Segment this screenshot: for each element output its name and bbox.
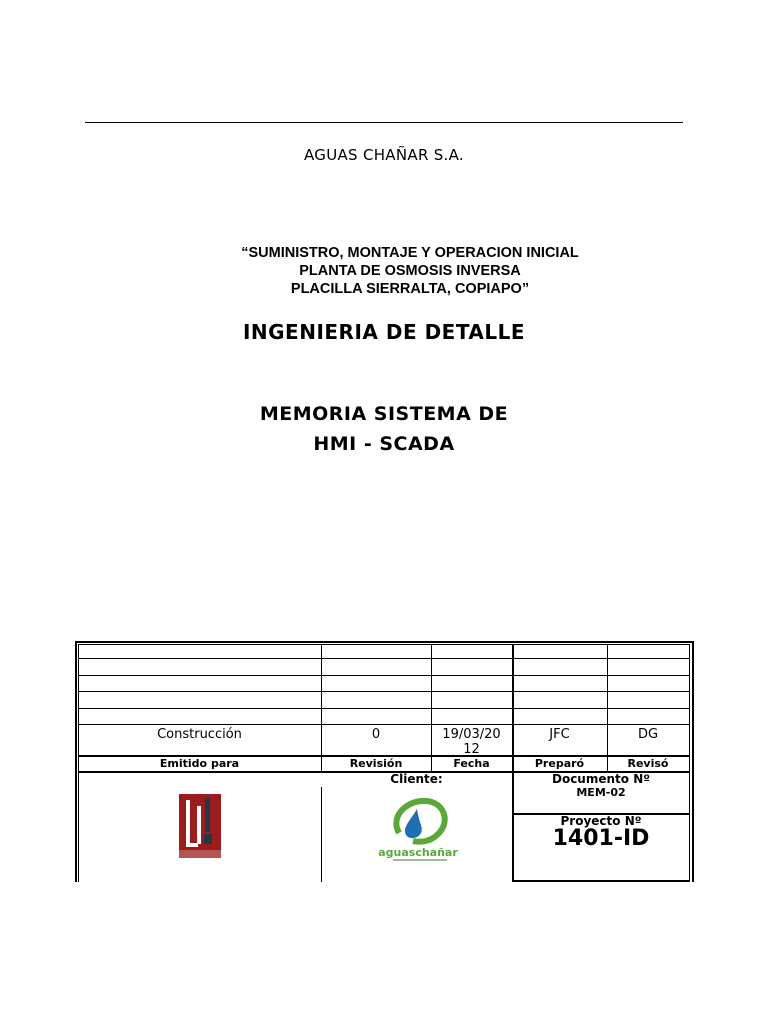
documento-value: MEM-02 (576, 786, 626, 799)
cell-reviso: DG (637, 727, 659, 742)
client-logo (371, 795, 465, 865)
project-title (230, 244, 590, 298)
contractor-logo-base (179, 850, 221, 858)
cell-emitido: Construcción (157, 727, 242, 742)
table-border-top (75, 641, 694, 643)
project-title-line: “SUMINISTRO, MONTAJE Y OPERACION INICIAL (241, 245, 579, 261)
memo-title-line: MEMORIA SISTEMA DE (259, 403, 509, 425)
cell-fecha-line: 12 (463, 742, 480, 757)
cell-revision: 0 (371, 727, 381, 742)
client-logo-drop (405, 809, 422, 838)
table-line (607, 644, 608, 771)
client-logo-tagline (393, 859, 447, 861)
cliente-label: Cliente: (390, 772, 443, 786)
project-title-line: PLANTA DE OSMOSIS INVERSA (299, 263, 521, 279)
memo-title (0, 399, 768, 459)
header-emitido: Emitido para (159, 757, 240, 770)
proyecto-value: 1401-ID (552, 826, 650, 851)
table-border-left (75, 641, 77, 882)
table-border-right (692, 641, 694, 882)
engineering-heading: INGENIERIA DE DETALLE (242, 320, 526, 344)
table-line (321, 644, 322, 771)
header-revision: Revisión (349, 757, 403, 770)
contractor-logo-bar (205, 798, 210, 832)
memo-title-line: HMI - SCADA (313, 433, 455, 455)
top-rule (85, 122, 683, 123)
table-line (78, 675, 690, 676)
table-line (321, 787, 322, 882)
contractor-logo-bar (204, 834, 212, 844)
header-reviso: Revisó (627, 757, 669, 770)
cell-fecha (431, 727, 512, 757)
proyecto-label: Proyecto Nº (560, 814, 642, 828)
table-line (78, 708, 690, 709)
table-line (78, 644, 690, 645)
header-fecha: Fecha (453, 757, 490, 770)
table-line (78, 724, 690, 725)
header-preparo: Preparó (534, 757, 585, 770)
project-title-line: PLACILLA SIERRALTA, COPIAPO” (290, 281, 530, 297)
contractor-logo-bar (186, 800, 190, 846)
cell-fecha-line: 19/03/20 (442, 727, 501, 742)
client-logo-swoosh (396, 801, 444, 842)
cell-preparo: JFC (549, 727, 570, 742)
table-line (78, 658, 690, 659)
table-line (512, 880, 690, 882)
contractor-logo-bar (186, 843, 198, 847)
contractor-logo-bar (197, 806, 201, 844)
company-name: AGUAS CHAÑAR S.A. (304, 146, 464, 164)
client-logo-text: aguaschañar (378, 846, 458, 859)
documento-label: Documento Nº (551, 772, 650, 786)
title-block-table (75, 641, 694, 882)
table-line (78, 691, 690, 692)
contractor-logo (179, 794, 223, 860)
